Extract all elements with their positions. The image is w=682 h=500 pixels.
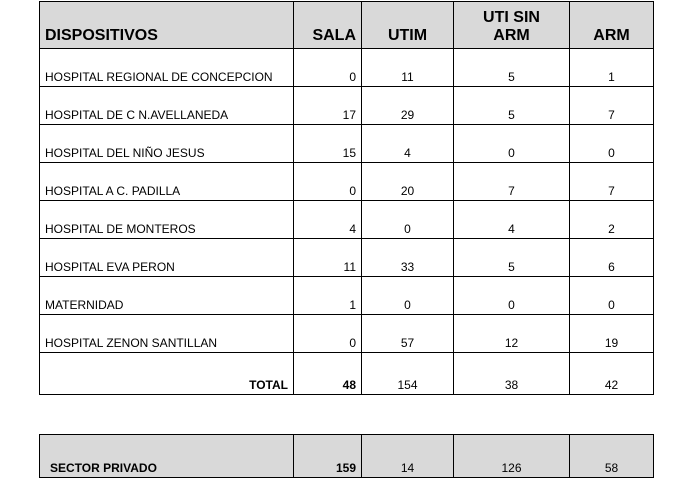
- table-row: [40, 87, 654, 125]
- row-name: HOSPITAL DE MONTEROS: [40, 201, 294, 239]
- row-name: HOSPITAL ZENON SANTILLAN: [40, 315, 294, 353]
- total-label: TOTAL: [40, 353, 294, 395]
- row-sala: 0: [294, 49, 362, 87]
- row-utim: 11: [362, 49, 454, 87]
- table-row: [40, 125, 654, 163]
- row-sala: 4: [294, 201, 362, 239]
- row-utim: 33: [362, 239, 454, 277]
- private-sector-uti-sin-arm: 126: [454, 435, 570, 478]
- row-arm: 7: [570, 87, 654, 125]
- private-sector-table: [39, 434, 654, 478]
- header-uti-sin-arm-line2: ARM: [493, 27, 530, 44]
- total-row: [40, 353, 654, 395]
- row-uti-sin-arm: 5: [454, 87, 570, 125]
- row-sala: 1: [294, 277, 362, 315]
- total-utim: 154: [362, 353, 454, 395]
- row-name: HOSPITAL DE C N.AVELLANEDA: [40, 87, 294, 125]
- row-name: HOSPITAL DEL NIÑO JESUS: [40, 125, 294, 163]
- row-arm: 0: [570, 277, 654, 315]
- table-row: [40, 315, 654, 353]
- row-sala: 17: [294, 87, 362, 125]
- row-name: MATERNIDAD: [40, 277, 294, 315]
- table-row: [40, 201, 654, 239]
- row-utim: 4: [362, 125, 454, 163]
- row-sala: 15: [294, 125, 362, 163]
- row-utim: 0: [362, 277, 454, 315]
- row-utim: 57: [362, 315, 454, 353]
- row-name: HOSPITAL A C. PADILLA: [40, 163, 294, 201]
- table-row: [40, 163, 654, 201]
- header-row: [40, 2, 654, 49]
- row-uti-sin-arm: 5: [454, 239, 570, 277]
- row-arm: 19: [570, 315, 654, 353]
- row-name: HOSPITAL EVA PERON: [40, 239, 294, 277]
- private-sector-row: [40, 435, 654, 478]
- row-utim: 29: [362, 87, 454, 125]
- private-sector-arm: 58: [570, 435, 654, 478]
- row-arm: 7: [570, 163, 654, 201]
- header-dispositivos: DISPOSITIVOS: [40, 2, 294, 49]
- row-uti-sin-arm: 12: [454, 315, 570, 353]
- header-sala: SALA: [294, 2, 362, 49]
- row-arm: 2: [570, 201, 654, 239]
- row-utim: 0: [362, 201, 454, 239]
- row-arm: 0: [570, 125, 654, 163]
- row-sala: 0: [294, 315, 362, 353]
- total-arm: 42: [570, 353, 654, 395]
- private-sector-utim: 14: [362, 435, 454, 478]
- private-sector-sala: 159: [294, 435, 362, 478]
- header-utim: UTIM: [362, 2, 454, 49]
- row-arm: 6: [570, 239, 654, 277]
- row-uti-sin-arm: 5: [454, 49, 570, 87]
- row-name: HOSPITAL REGIONAL DE CONCEPCION: [40, 49, 294, 87]
- header-arm: ARM: [570, 2, 654, 49]
- private-sector-label: SECTOR PRIVADO: [40, 435, 294, 478]
- table-row: [40, 49, 654, 87]
- header-uti-sin-arm: [454, 2, 570, 49]
- header-uti-sin-arm-line1: UTI SIN: [483, 9, 540, 26]
- row-utim: 20: [362, 163, 454, 201]
- total-sala: 48: [294, 353, 362, 395]
- table-row: [40, 239, 654, 277]
- row-uti-sin-arm: 0: [454, 277, 570, 315]
- row-arm: 1: [570, 49, 654, 87]
- row-uti-sin-arm: 0: [454, 125, 570, 163]
- row-sala: 0: [294, 163, 362, 201]
- row-uti-sin-arm: 7: [454, 163, 570, 201]
- total-uti-sin-arm: 38: [454, 353, 570, 395]
- row-sala: 11: [294, 239, 362, 277]
- row-uti-sin-arm: 4: [454, 201, 570, 239]
- devices-table: [39, 1, 654, 395]
- table-row: [40, 277, 654, 315]
